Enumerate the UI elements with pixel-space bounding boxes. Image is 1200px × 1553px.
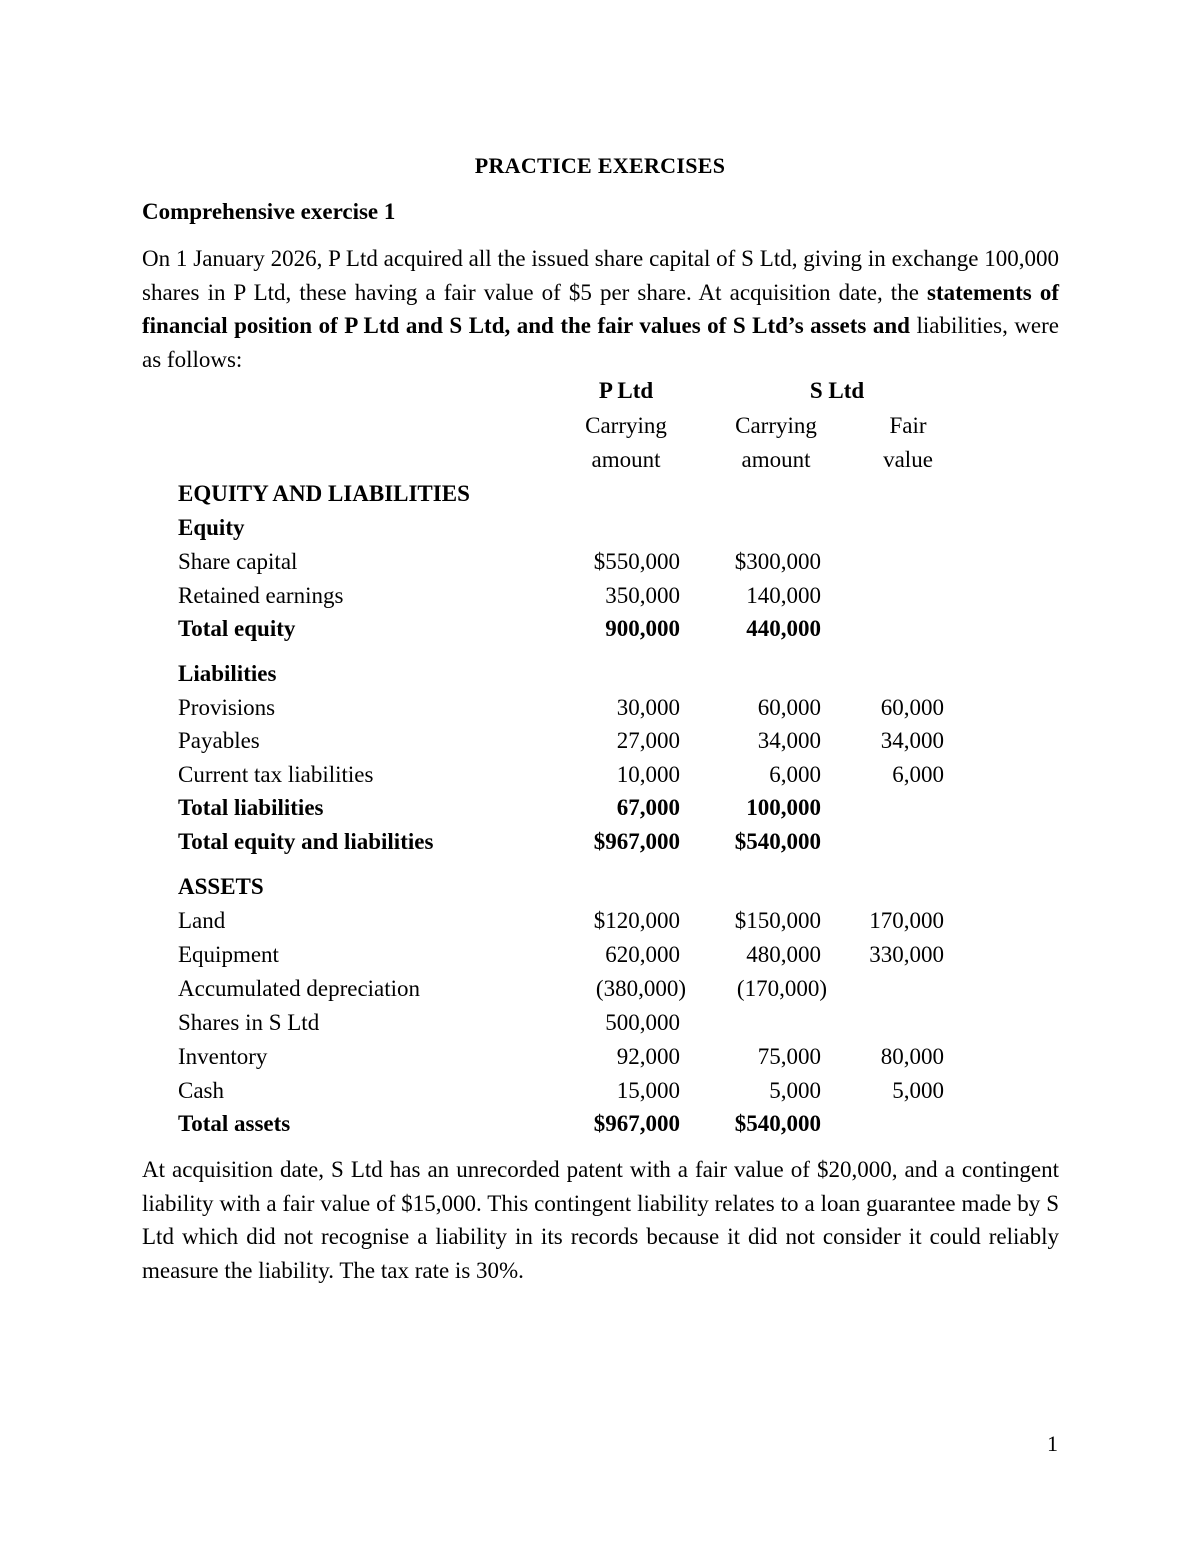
section-heading bbox=[0, 870, 1200, 904]
p-ltd-value: $550,000 bbox=[593, 549, 680, 574]
table-row bbox=[0, 691, 1200, 725]
row-label: Equipment bbox=[178, 942, 279, 967]
p-ltd-value: 10,000 bbox=[616, 762, 680, 787]
s-ltd-value: 100,000 bbox=[746, 795, 821, 820]
p-ltd-value: 350,000 bbox=[605, 583, 680, 608]
s-ltd-value: 5,000 bbox=[769, 1078, 821, 1103]
s-ltd-value: $150,000 bbox=[734, 908, 821, 933]
table-row bbox=[0, 1040, 1200, 1074]
table-row bbox=[0, 1074, 1200, 1108]
p-ltd-value: 27,000 bbox=[616, 728, 680, 753]
p-ltd-value: 900,000 bbox=[605, 616, 680, 641]
section-liabilities: Liabilities bbox=[178, 661, 277, 686]
fair-value: 80,000 bbox=[880, 1044, 944, 1069]
table-row-total bbox=[0, 1107, 1200, 1141]
section-equity: Equity bbox=[178, 515, 245, 540]
header-col2-line2: amount bbox=[741, 447, 811, 472]
row-label: Total equity bbox=[178, 616, 296, 641]
p-ltd-value: $967,000 bbox=[593, 1111, 680, 1136]
header-col1-line1: Carrying bbox=[585, 413, 667, 438]
s-ltd-value: 75,000 bbox=[757, 1044, 821, 1069]
table-row bbox=[0, 1006, 1200, 1040]
row-label: Provisions bbox=[178, 695, 276, 720]
row-label: Retained earnings bbox=[178, 583, 344, 608]
section-heading bbox=[0, 511, 1200, 545]
s-ltd-value: 6,000 bbox=[769, 762, 821, 787]
table-row-total bbox=[0, 791, 1200, 825]
table-header-entities bbox=[0, 374, 1200, 408]
section-equity-and-liabilities: EQUITY AND LIABILITIES bbox=[178, 481, 470, 506]
p-ltd-value: 15,000 bbox=[616, 1078, 680, 1103]
section-heading bbox=[0, 657, 1200, 691]
table-row bbox=[0, 579, 1200, 613]
table-row-total bbox=[0, 825, 1200, 859]
page-number: 1 bbox=[1047, 1431, 1058, 1456]
row-label: Total liabilities bbox=[178, 795, 324, 820]
fair-value: 330,000 bbox=[869, 942, 944, 967]
p-ltd-value: (380,000) bbox=[595, 976, 686, 1001]
fair-value: 34,000 bbox=[880, 728, 944, 753]
row-label: Shares in S Ltd bbox=[178, 1010, 320, 1035]
page-title: PRACTICE EXERCISES bbox=[474, 153, 726, 178]
header-col3-line1: Fair bbox=[889, 413, 927, 438]
row-label: Payables bbox=[178, 728, 260, 753]
intro-text-end: liabilities, were as follows: bbox=[142, 313, 1060, 372]
table-row bbox=[0, 904, 1200, 938]
p-ltd-value: 30,000 bbox=[616, 695, 680, 720]
s-ltd-value: $300,000 bbox=[734, 549, 821, 574]
section-heading bbox=[0, 477, 1200, 511]
s-ltd-value: $540,000 bbox=[734, 1111, 821, 1136]
row-label: Total equity and liabilities bbox=[178, 829, 434, 854]
header-col3-line2: value bbox=[883, 447, 933, 472]
table-row bbox=[0, 758, 1200, 792]
row-label: Share capital bbox=[178, 549, 298, 574]
table-header-line1 bbox=[0, 409, 1200, 443]
header-col1-line2: amount bbox=[591, 447, 661, 472]
table-row bbox=[0, 545, 1200, 579]
s-ltd-value: 440,000 bbox=[746, 616, 821, 641]
intro-bold-text: statements of financial position of P Ltd and S Ltd, and the fair values of S Ltd’s assets and bbox=[142, 279, 1059, 338]
s-ltd-value: (170,000) bbox=[736, 976, 827, 1001]
p-ltd-value: $967,000 bbox=[593, 829, 680, 854]
fair-value: 60,000 bbox=[880, 695, 944, 720]
s-ltd-value: $540,000 bbox=[734, 829, 821, 854]
row-label: Cash bbox=[178, 1078, 224, 1103]
p-ltd-value: 500,000 bbox=[605, 1010, 680, 1035]
s-ltd-value: 60,000 bbox=[757, 695, 821, 720]
row-label: Current tax liabilities bbox=[178, 762, 374, 787]
section-assets: ASSETS bbox=[178, 874, 264, 899]
table-row bbox=[0, 724, 1200, 758]
header-s-ltd: S Ltd bbox=[809, 378, 865, 403]
table-row-total bbox=[0, 612, 1200, 646]
header-col2-line1: Carrying bbox=[735, 413, 817, 438]
row-label: Inventory bbox=[178, 1044, 268, 1069]
p-ltd-value: 620,000 bbox=[605, 942, 680, 967]
s-ltd-value: 34,000 bbox=[757, 728, 821, 753]
row-label: Total assets bbox=[178, 1111, 291, 1136]
row-label: Land bbox=[178, 908, 226, 933]
exercise-title: Comprehensive exercise 1 bbox=[142, 199, 396, 224]
closing-paragraph: At acquisition date, S Ltd has an unrecorded patent with a fair value of $20,000, and a contingent liability with a fair value of $15,000. This contingent liability relates to a loan guarantee made by S Ltd which did not recognise a liability in its records because it did not consider it could reliably measure the liability. The tax rate is 30%. bbox=[142, 1157, 1059, 1283]
fair-value: 6,000 bbox=[892, 762, 944, 787]
fair-value: 170,000 bbox=[869, 908, 944, 933]
header-p-ltd: P Ltd bbox=[598, 378, 654, 403]
table-header-line2 bbox=[0, 443, 1200, 477]
row-label: Accumulated depreciation bbox=[178, 976, 421, 1001]
p-ltd-value: 92,000 bbox=[616, 1044, 680, 1069]
intro-text: On 1 January 2026, P Ltd acquired all the issued share capital of S Ltd, giving in exchange 100,000 shares in P Ltd, these having a fair value of $5 per share. At acquisition date, the bbox=[142, 246, 1059, 305]
p-ltd-value: $120,000 bbox=[593, 908, 680, 933]
table-row bbox=[0, 972, 1200, 1006]
table-row bbox=[0, 938, 1200, 972]
s-ltd-value: 140,000 bbox=[746, 583, 821, 608]
s-ltd-value: 480,000 bbox=[746, 942, 821, 967]
fair-value: 5,000 bbox=[892, 1078, 944, 1103]
p-ltd-value: 67,000 bbox=[616, 795, 680, 820]
